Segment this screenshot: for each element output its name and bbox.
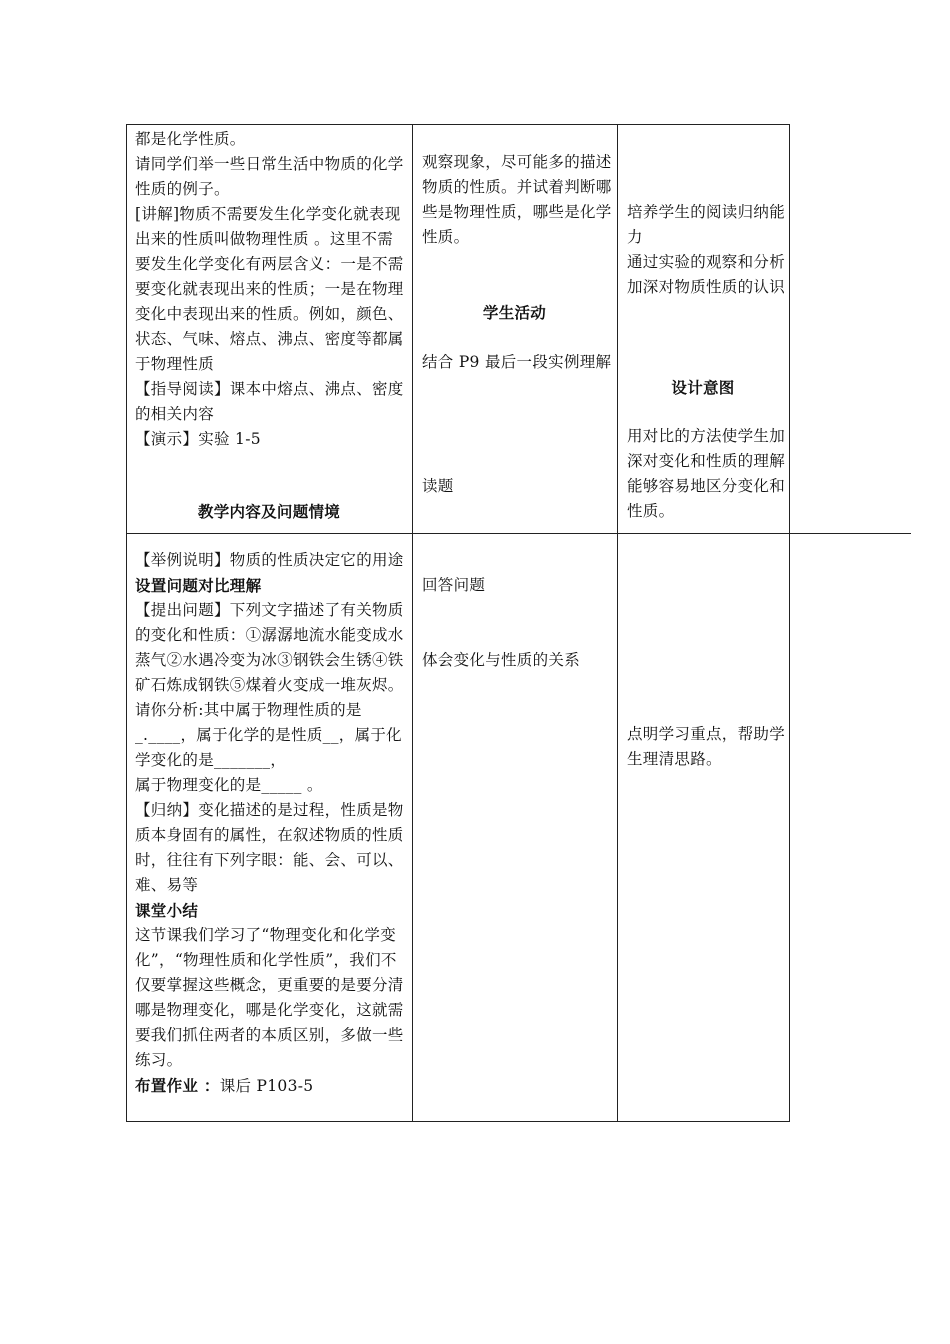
column-header-student-activity: 学生活动 xyxy=(482,303,547,322)
column-header-design-intent: 设计意图 xyxy=(671,378,735,397)
row1-col2-cell xyxy=(422,150,612,250)
text-paragraph: 培养学生的阅读归纳能力 xyxy=(627,203,786,246)
text-paragraph: 用对比的方法使学生加深对变化和性质的理解 xyxy=(627,427,786,470)
text-paragraph: 【指导阅读】课本中熔点、沸点、密度的相关内容 xyxy=(135,380,404,423)
subheading: 设置问题对比理解 xyxy=(135,576,262,595)
text-line: 都是化学性质。 xyxy=(135,130,246,148)
text-paragraph: 观察现象，尽可能多的描述物质的性质。并试着判断哪些是物理性质，哪些是化学性质。 xyxy=(422,153,612,246)
table-bottom-border xyxy=(126,1121,790,1122)
table-right-border xyxy=(789,124,790,1122)
row1-col3-items xyxy=(627,424,785,524)
row1-col1-cell xyxy=(135,127,407,452)
subheading: 课堂小结 xyxy=(135,901,199,920)
text-paragraph: 能够容易地区分变化和性质。 xyxy=(627,477,786,520)
text-paragraph: 通过实验的观察和分析 xyxy=(627,253,786,271)
homework-text: 课后 P103-5 xyxy=(219,1077,314,1095)
column-divider-1 xyxy=(412,124,413,1122)
column-divider-2 xyxy=(617,124,618,1122)
row1-col2-item-read: 读题 xyxy=(422,477,454,495)
text-paragraph: 这节课我们学习了“物理变化和化学变化”，“物理性质和化学性质”，我们不仅要掌握这些概念，更重要的是要分清哪是物理变化，哪是化学变化，这就需要我们抓住两者的本质区别，多做一些练习。 xyxy=(135,926,404,1069)
row2-col2-experience: 体会变化与性质的关系 xyxy=(422,651,581,669)
row2-col3-cell xyxy=(627,722,785,772)
text-paragraph: 【举例说明】物质的性质决定它的用途 xyxy=(135,551,404,569)
table-top-border xyxy=(126,124,790,125)
column-header-teaching-content: 教学内容及问题情境 xyxy=(197,502,341,521)
text-line: 属于物理变化的是_____ 。 xyxy=(135,776,323,794)
row1-col2-items xyxy=(422,350,612,375)
text-paragraph: 请同学们举一些日常生活中物质的化学性质的例子。 xyxy=(135,155,404,198)
text-paragraph: 加深对物质性质的认识 xyxy=(627,278,786,296)
homework-label: 布置作业 ： xyxy=(135,1076,220,1095)
homework-line xyxy=(135,1073,407,1099)
text-paragraph: 【演示】实验 1-5 xyxy=(135,430,261,448)
table-left-border xyxy=(126,124,127,1122)
text-paragraph: 结合 P9 最后一段实例理解 xyxy=(422,353,612,371)
row-divider xyxy=(126,533,911,534)
text-paragraph: 【提出问题】下列文字描述了有关物质的变化和性质：①潺潺地流水能变成水蒸气②水遇冷变为冰③钢铁会生锈④铁矿石炼成钢铁⑤煤着火变成一堆灰烬。请你分析:其中属于物理性质的是_.____，属于化学的是性质__，属于化学变化的是_______， xyxy=(135,601,404,769)
row2-col2-answer: 回答问题 xyxy=(422,576,486,594)
text-paragraph: [讲解]物质不需要发生化学变化就表现出来的性质叫做物理性质 。这里不需要发生化学变化有两层含义：一是不需要变化就表现出来的性质；一是在物理变化中表现出来的性质。例如，颜色、状态、气味、熔点、沸点、密度等都属于物理性质 xyxy=(135,205,404,373)
text-paragraph: 【归纳】变化描述的是过程，性质是物质本身固有的属性，在叙述物质的性质时，往往有下列字眼：能、会、可以、难、易等 xyxy=(135,801,404,894)
row2-col1-cell xyxy=(135,548,407,1099)
row1-col3-cell xyxy=(627,200,785,300)
text-paragraph: 点明学习重点，帮助学生理清思路。 xyxy=(627,725,786,768)
